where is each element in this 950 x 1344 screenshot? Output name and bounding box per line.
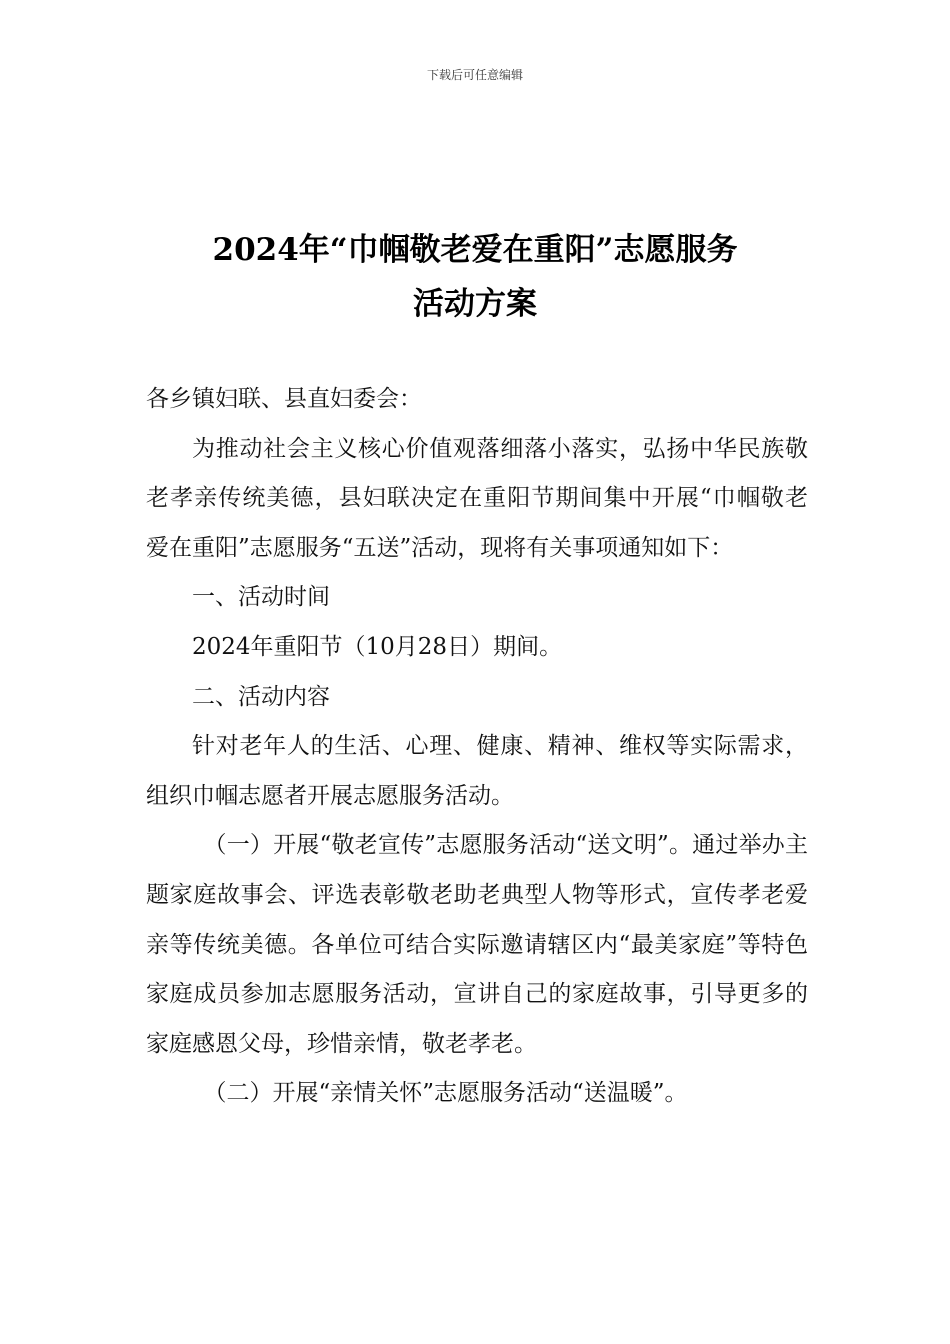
document-body <box>146 375 808 1119</box>
item-1-paragraph: （一）开展“敬老宣传”志愿服务活动“送文明”。通过举办主题家庭故事会、评选表彰敬老助老典型人物等形式，宣传孝老爱亲等传统美德。各单位可结合实际邀请辖区内“最美家庭”等特色家庭成员参加志愿服务活动，宣讲自己的家庭故事，引导更多的家庭感恩父母，珍惜亲情，敬老孝老。 <box>146 832 808 1057</box>
section-2-body: 针对老年人的生活、心理、健康、精神、维权等实际需求，组织巾帼志愿者开展志愿服务活动。 <box>146 733 808 809</box>
intro-paragraph: 为推动社会主义核心价值观落细落小落实，弘扬中华民族敬老孝亲传统美德，县妇联决定在重阳节期间集中开展“巾帼敬老 爱在重阳”志愿服务“五送”活动，现将有关事项通知如下： <box>146 435 808 561</box>
header-note: 下载后可任意编辑 <box>426 68 523 82</box>
section-1-heading: 一、活动时间 <box>192 584 330 611</box>
title-line-2: 活动方案 <box>413 286 537 322</box>
section-1-body: 2024年重阳节（10月28日）期间。 <box>192 633 563 660</box>
salutation: 各乡镇妇联、县直妇委会： <box>146 386 422 412</box>
document-title <box>120 223 830 331</box>
title-line-1: 2024年“巾帼敬老爱在重阳”志愿服务 <box>212 232 738 268</box>
item-2-paragraph: （二）开展“亲情关怀”志愿服务活动“送温暖”。 <box>203 1080 688 1107</box>
section-2-heading: 二、活动内容 <box>192 683 330 710</box>
